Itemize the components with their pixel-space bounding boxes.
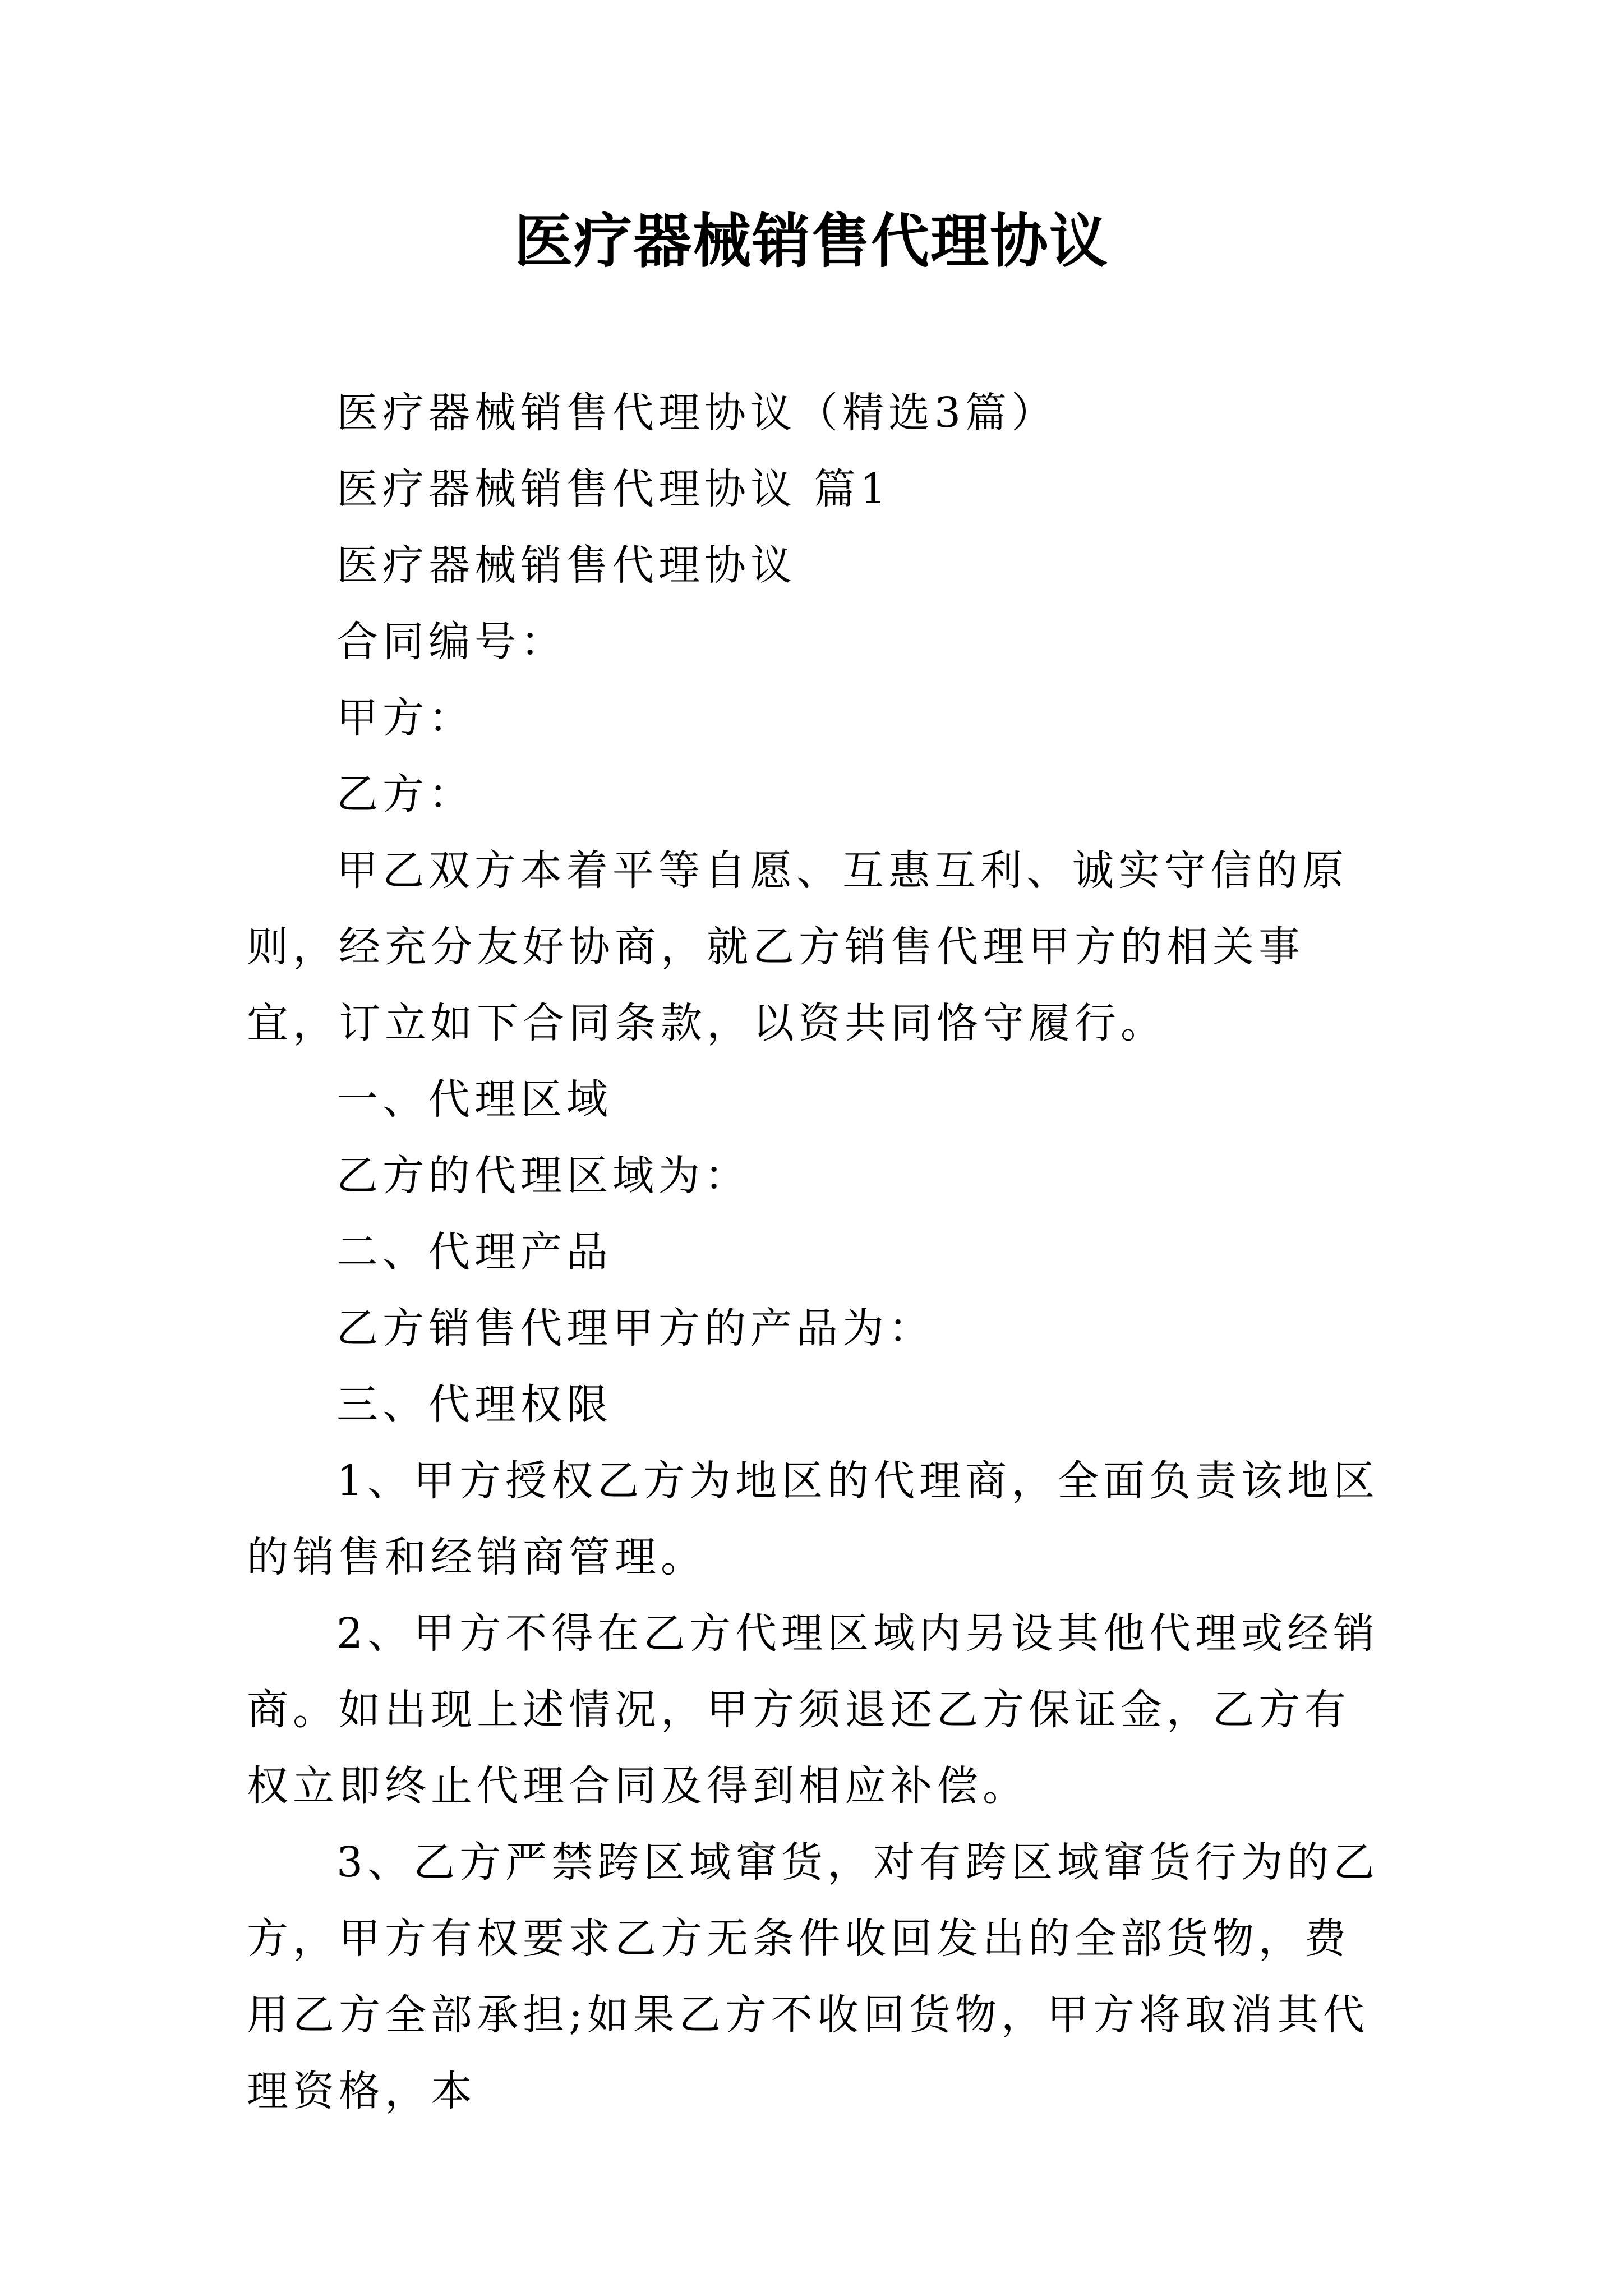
clause-2: 2、甲方不得在乙方代理区域内另设其他代理或经销商。如出现上述情况，甲方须退还乙方保证金，乙方有权立即终止代理合同及得到相应补偿。 <box>247 1609 1380 1810</box>
paragraph-party-a: 甲方： <box>336 694 474 742</box>
document-title: 医疗器械销售代理协议 <box>514 206 1109 275</box>
clause-3: 3、乙方严禁跨区域窜货，对有跨区域窜货行为的乙方，甲方有权要求乙方无条件收回发出的全部货物，费用乙方全部承担;如果乙方不收回货物，甲方将取消其代理资格，本 <box>247 1838 1380 2115</box>
section-heading-3: 三、代理权限 <box>336 1381 612 1429</box>
clause-1: 1、甲方授权乙方为地区的代理商，全面负责该地区的销售和经销商管理。 <box>247 1457 1380 1581</box>
section-heading-2: 二、代理产品 <box>336 1228 612 1276</box>
paragraph-contract-number: 合同编号： <box>336 618 566 666</box>
paragraph-agency-region: 乙方的代理区域为： <box>336 1152 750 1200</box>
paragraph-subtitle: 医疗器械销售代理协议（精选3篇） <box>336 389 1058 437</box>
paragraph-part-heading: 医疗器械销售代理协议 篇1 <box>336 465 891 513</box>
paragraph-agreement-name: 医疗器械销售代理协议 <box>336 541 796 590</box>
paragraph-party-b: 乙方： <box>336 770 474 818</box>
paragraph-preamble: 甲乙双方本着平等自愿、互惠互利、诚实守信的原则，经充分友好协商，就乙方销售代理甲方的相关事宜，订立如下合同条款，以资共同恪守履行。 <box>247 846 1348 1047</box>
paragraph-agency-products: 乙方销售代理甲方的产品为： <box>336 1304 934 1352</box>
section-heading-1: 一、代理区域 <box>336 1075 612 1124</box>
document-body <box>247 375 1391 2129</box>
